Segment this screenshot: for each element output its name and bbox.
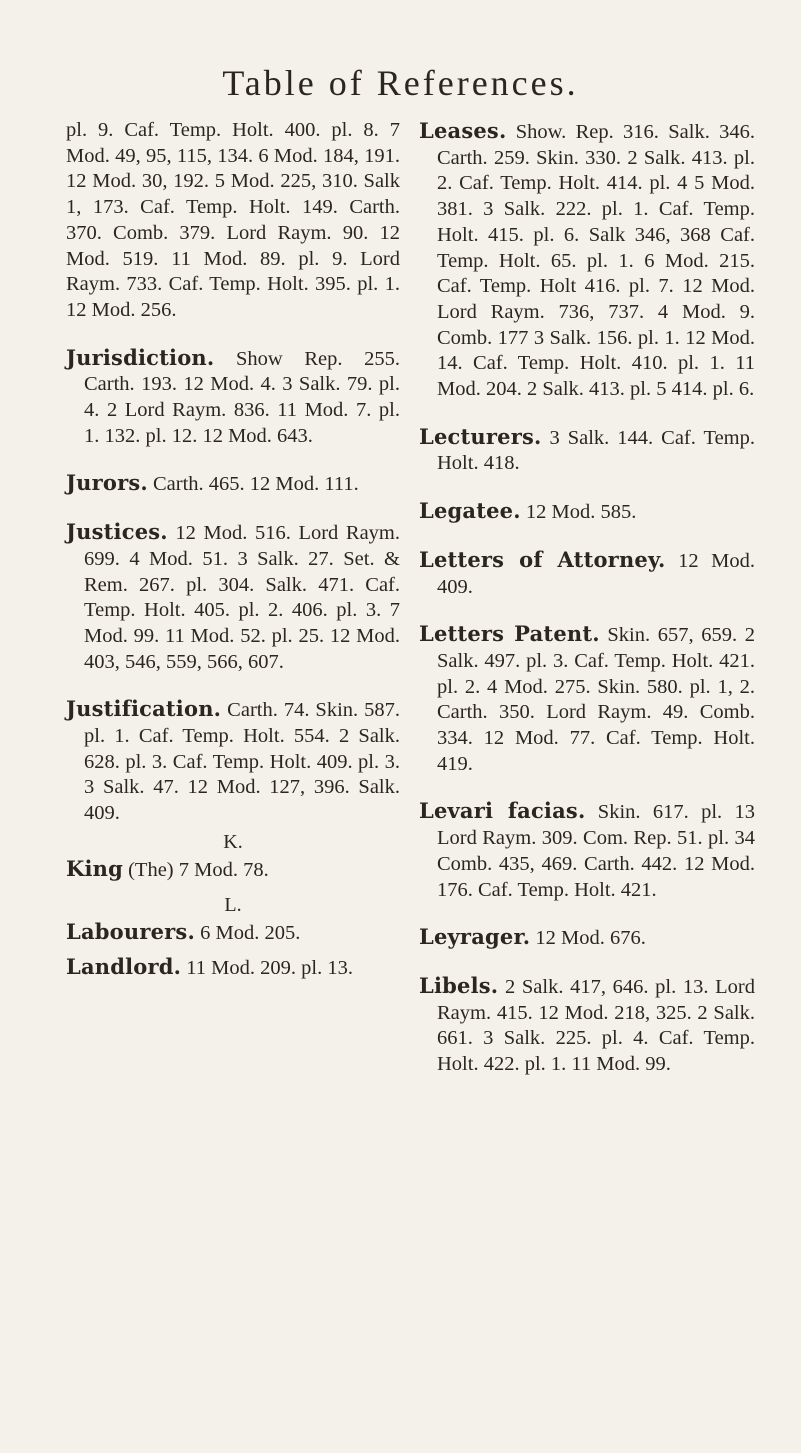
entry-heading: Leyrager. bbox=[419, 924, 531, 950]
index-entry bbox=[66, 519, 400, 675]
left-column bbox=[66, 118, 400, 1003]
index-entry bbox=[419, 798, 755, 903]
entry-heading: Legatee. bbox=[419, 498, 521, 524]
index-entry bbox=[419, 424, 755, 477]
entry-text: Show Rep. 255. Carth. 193. 12 Mod. 4. 3 Salk. 79. pl. 4. 2 Lord Raym. 836. 11 Mod. 7. pl. 1. 132. pl. 12. 12 Mod. 643. bbox=[84, 347, 400, 447]
index-entry bbox=[66, 696, 400, 827]
index-entry bbox=[66, 118, 400, 324]
entry-heading: King bbox=[66, 855, 123, 881]
entry-text: Carth. 465. 12 Mod. 111. bbox=[153, 473, 359, 496]
index-entry bbox=[419, 118, 755, 403]
entry-text: 6 Mod. 205. bbox=[200, 921, 301, 944]
index-entry bbox=[419, 924, 755, 952]
index-entry bbox=[66, 919, 400, 947]
section-letter: L. bbox=[224, 893, 242, 916]
entry-heading: Letters of Attorney. bbox=[419, 546, 666, 572]
entry-heading: Landlord. bbox=[66, 954, 182, 980]
entry-heading: Jurisdiction. bbox=[66, 344, 215, 370]
index-entry bbox=[66, 856, 400, 884]
entry-text: Skin. 657, 659. 2 Salk. 497. pl. 3. Caf. Temp. Holt. 421. pl. 2. 4 Mod. 275. Skin. 580. pl. 1, 2. Carth. 350. Lord Raym. 49. Comb. 334. 12 Mod. 77. Caf. Temp. Holt. 419. bbox=[437, 624, 755, 775]
entry-text: 12 Mod. 516. Lord Raym. 699. 4 Mod. 51. 3 Salk. 27. Set. & Rem. 267. pl. 304. Salk. 471. Caf. Temp. Holt. 405. pl. 2. 406. pl. 3. 7 Mod. 99. 11 Mod. 52. pl. 25. 12 Mod. 403, 546, 559, 566, 607. bbox=[84, 522, 401, 673]
entry-heading: Justification. bbox=[66, 696, 222, 722]
index-entry bbox=[419, 498, 755, 526]
entry-text: Skin. 617. pl. 13 Lord Raym. 309. Com. Rep. 51. pl. 34 Comb. 435, 469. Carth. 442. 12 Mod. 176. Caf. Temp. Holt. 421. bbox=[437, 801, 755, 901]
entry-text: 12 Mod. 676. bbox=[535, 927, 646, 950]
entry-text: 2 Salk. 417, 646. pl. 13. Lord Raym. 415. 12 Mod. 218, 325. 2 Salk. 661. 3 Salk. 225. pl. 4. Caf. Temp. Holt. 422. pl. 1. 11 Mod. 99. bbox=[437, 975, 755, 1076]
section-letter: K. bbox=[223, 830, 243, 853]
entry-text: (The) 7 Mod. 78. bbox=[128, 858, 269, 881]
index-entry bbox=[419, 547, 755, 600]
entry-text: 12 Mod. 409. bbox=[437, 549, 755, 598]
entry-heading: Jurors. bbox=[66, 470, 148, 496]
index-entry bbox=[66, 954, 400, 982]
entry-heading: Letters Patent. bbox=[419, 621, 600, 647]
index-entry bbox=[66, 470, 400, 498]
entry-text: 11 Mod. 209. pl. 13. bbox=[186, 957, 353, 980]
entry-text: 3 Salk. 144. Caf. Temp. Holt. 418. bbox=[437, 426, 755, 475]
index-entry bbox=[419, 621, 755, 777]
entry-heading: Levari facias. bbox=[419, 798, 586, 824]
right-column bbox=[419, 118, 755, 1099]
entry-text: Show. Rep. 316. Salk. 346. Carth. 259. Skin. 330. 2 Salk. 413. pl. 2. Caf. Temp. Holt. 414. pl. 4 5 Mod. 381. 3 Salk. 222. pl. 1. Caf. Temp. Holt. 415. pl. 6. Salk 346, 368 Caf. Temp. Holt. 65. pl. 1. 6 Mod. 215. Caf. Temp. Holt 416. pl. 7. 12 Mod. Lord Raym. 736, 737. 4 Mod. 9. Comb. 177 3 Salk. 156. pl. 1. 12 Mod. 14. Caf. Temp. Holt. 410. pl. 1. 11 Mod. 204. 2 Salk. 413. pl. 5 414. pl. 6. bbox=[437, 121, 756, 401]
entry-text: 12 Mod. 585. bbox=[525, 501, 637, 524]
entry-text: Carth. 74. Skin. 587. pl. 1. Caf. Temp. Holt. 554. 2 Salk. 628. pl. 3. Caf. Temp. Holt. 409. pl. 3. 3 Salk. 47. 12 Mod. 127, 396. Salk. 409. bbox=[84, 699, 400, 825]
index-entry bbox=[66, 345, 400, 450]
entry-heading: Leases. bbox=[419, 118, 507, 143]
entry-heading: Justices. bbox=[66, 519, 168, 545]
entry-heading: Labourers. bbox=[66, 918, 195, 944]
entry-heading: Libels. bbox=[419, 972, 499, 998]
entry-text: pl. 9. Caf. Temp. Holt. 400. pl. 8. 7 Mod. 49, 95, 115, 134. 6 Mod. 184, 191. 12 Mod. 30, 192. 5 Mod. 225, 310. Salk 1, 173. Caf. Temp. Holt. 149. Carth. 370. Comb. 379. Lord Raym. 90. 12 Mod. 519. 11 Mod. 89. pl. 9. Lord Raym. 733. Caf. Temp. Holt. 395. pl. 1. 12 Mod. 256. bbox=[66, 119, 400, 321]
page-title: Table of References. bbox=[222, 63, 579, 103]
entry-heading: Lecturers. bbox=[419, 423, 542, 449]
index-entry bbox=[419, 973, 755, 1078]
